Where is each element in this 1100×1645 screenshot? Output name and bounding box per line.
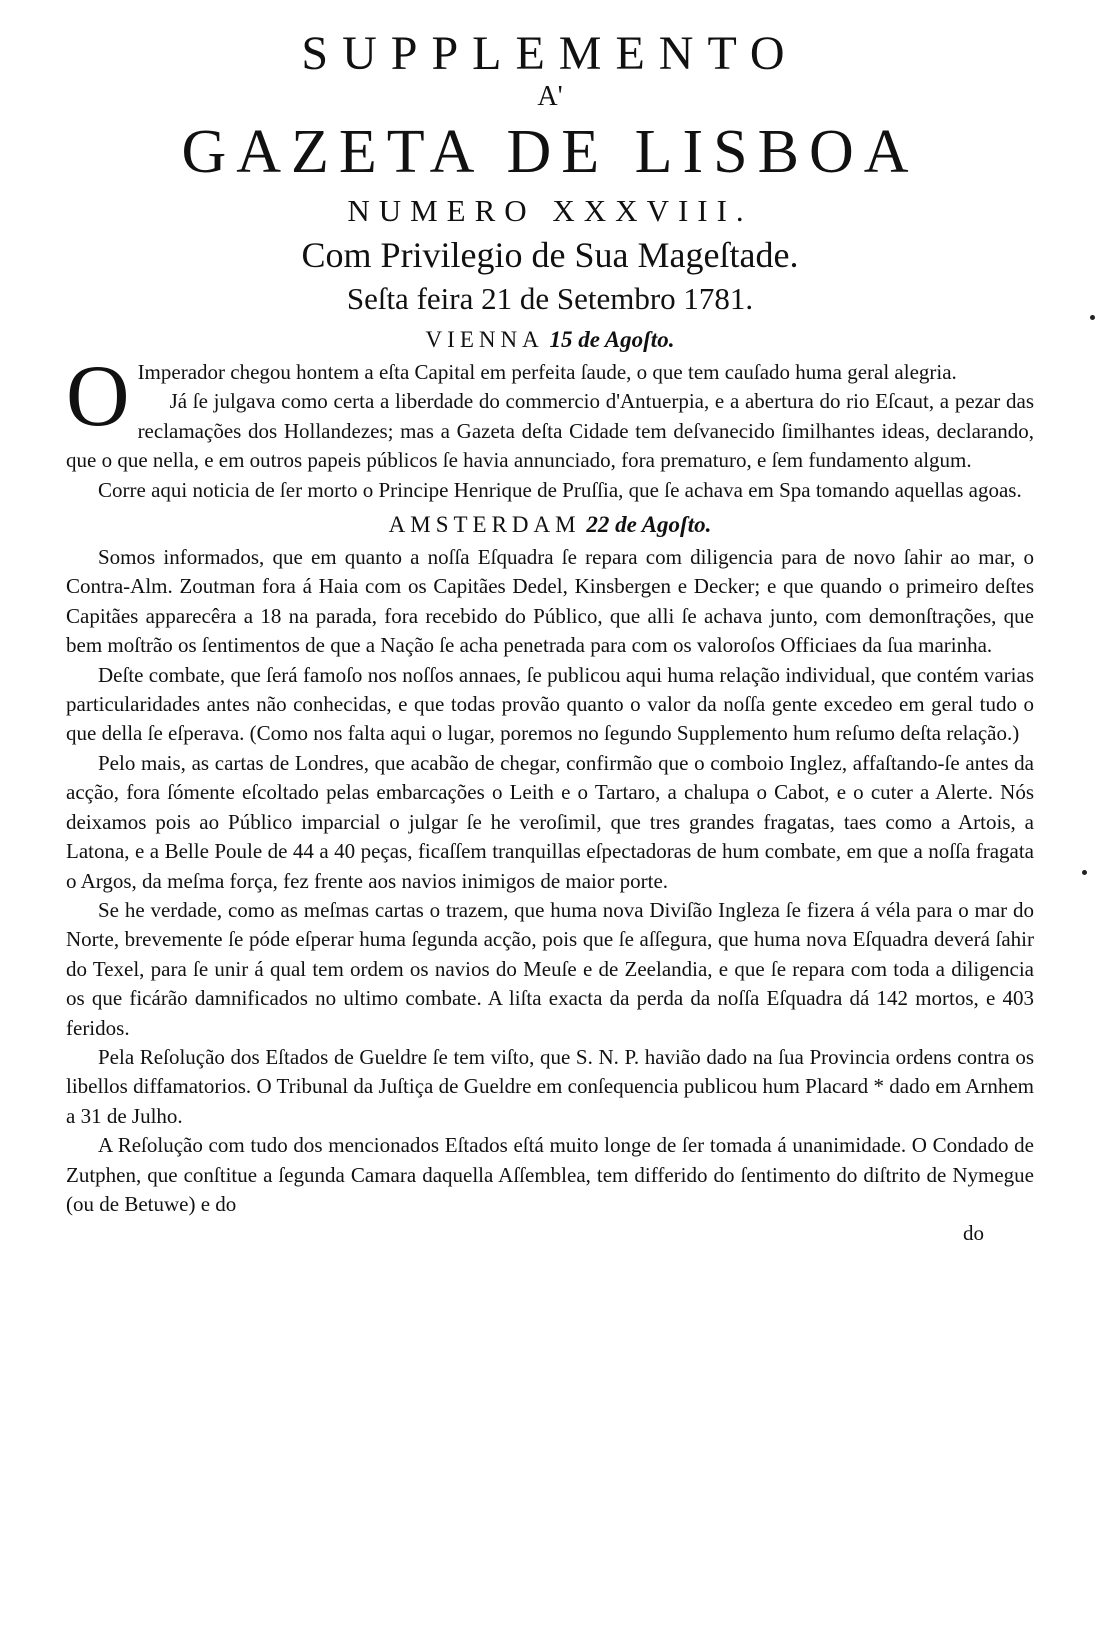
masthead-title: GAZETA DE LISBOA xyxy=(181,118,919,186)
paragraph: Pela Reſolução dos Eſtados de Gueldre ſe tem viſto, que S. N. P. havião dado na ſua Provincia ordens contra os libellos diffamatorios. O Tribunal da Juſtiça de Gueldre em conſequencia publicou hum Placard * dado em Arnhem a 31 de Julho. xyxy=(66,1044,1034,1128)
drop-cap: O xyxy=(66,348,130,445)
dateline-vienna xyxy=(66,324,1034,356)
dateline-city: VIENNA xyxy=(425,327,544,352)
masthead xyxy=(66,28,1034,320)
catchword: do xyxy=(963,1221,984,1246)
masthead-privilegio: Com Privilegio de Sua Mageſtade. xyxy=(301,235,799,275)
print-speck xyxy=(1082,870,1087,875)
masthead-supplemento: SUPPLEMENTO xyxy=(301,27,799,80)
paragraph: A Reſolução com tudo dos mencionados Eſtados eſtá muito longe de ſer tomada á unanimidade. O Condado de Zutphen, que conſtitue a ſegunda Camara daquella Aſſemblea, tem differido do ſentimento do diſtrito de Nymegue (ou de Betuwe) e do xyxy=(66,1133,1034,1216)
masthead-numero: NUMERO XXXVIII. xyxy=(347,193,753,228)
masthead-date: Seſta feira 21 de Setembro 1781. xyxy=(346,281,754,316)
paragraph: Corre aqui noticia de ſer morto o Principe Henrique de Pruſſia, que ſe achava em Spa tomando aquellas agoas. xyxy=(98,477,1022,502)
paragraph: Já ſe julgava como certa a liberdade do commercio d'Antuerpia, e a abertura do rio Eſcaut, a pezar das reclamações dos Hollandezes; mas a Gazeta deſta Cidade tem deſvanecido ſimilhantes ideas, declarando, que o que nella, e em outros papeis públicos ſe havia annunciado, fora prematuro, e ſem fundamento algum. xyxy=(66,389,1034,473)
paragraph: Pelo mais, as cartas de Londres, que acabão de chegar, confirmão que o comboio Inglez, affaſtando-ſe antes da acção, fora ſómente eſcoltado pelas embarcações o Leith e o Tartaro, a chalupa o Cabot, e o cuter a Alerte. Nós deixamos pois ao Público imparcial o julgar ſe he veroſimil, que tres grandes fragatas, taes como a Artois, a Latona, e a Belle Poule de 44 a 40 peças, ficaſſem tranquillas eſpectadoras de hum combate, em que a noſſa fragata o Argos, da meſma força, fez frente aos navios inimigos de maior porte. xyxy=(66,750,1034,893)
masthead-a: A' xyxy=(537,81,563,112)
paragraph: Se he verdade, como as meſmas cartas o trazem, que huma nova Diviſão Ingleza ſe fizera á véla para o mar do Norte, brevemente ſe póde eſperar huma ſegunda acção, pois que ſe aſſegura, que huma nova Eſquadra deverá ſahir do Texel, para ſe unir á qual tem ordem os navios do Meuſe e de Zeelandia, e que ſe repara com toda a diligencia os que ficárão damnificados no ultimo combate. A liſta exacta da perda da noſſa Eſquadra dá 142 mortos, e 403 feridos. xyxy=(66,897,1034,1040)
dateline-date: 22 de Agoſto. xyxy=(586,512,712,538)
dateline-date: 15 de Agoſto. xyxy=(549,327,675,352)
paragraph: Somos informados, que em quanto a noſſa Eſquadra ſe repara com diligencia para de novo ſahir ao mar, o Contra-Alm. Zoutman fora á Haia com os Capitães Dedel, Kinsbergen e Decker; e que quando o primeiro deſtes Capitães apparecêra a 18 na parada, fora recebido do Público, que alli ſe achava junto, com demonſtrações, que bem moſtrão os ſentimentos de que a Nação ſe acha penetrada para com os valoroſos Officiaes da ſua marinha. xyxy=(66,545,1034,658)
dateline-city: AMSTERDAM xyxy=(388,512,581,538)
article-body xyxy=(66,324,1034,1247)
print-speck xyxy=(1090,315,1095,320)
paragraph-text: Imperador chegou hontem a eſta Capital em perfeita ſaude, o que tem cauſado huma geral alegria. xyxy=(137,360,957,384)
paragraph: Deſte combate, que ſerá famoſo nos noſſos annaes, ſe publicou aqui huma relação individual, que contém varias particularidades antes não conhecidas, e que todas provão quanto o valor da noſſa gente excedeo em geral tudo o que della ſe eſperava. (Como nos falta aqui o lugar, poremos no ſegundo Supplemento hum reſumo deſta relação.) xyxy=(66,662,1034,746)
dateline-amsterdam xyxy=(66,509,1034,541)
